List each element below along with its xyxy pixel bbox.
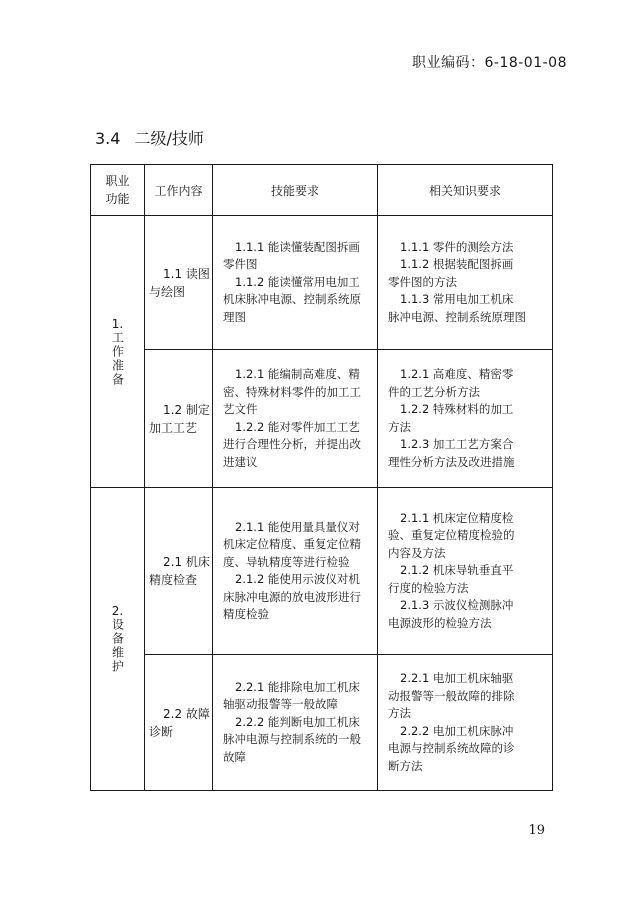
work-content-line: 1.2 制定	[163, 402, 210, 417]
knowledge-line: 零件图的方法	[388, 274, 457, 289]
skill-item	[223, 366, 371, 419]
knowledge-cell	[378, 350, 553, 488]
knowledge-item	[388, 723, 546, 776]
knowledge-cell	[378, 655, 553, 791]
knowledge-line: 2.2.2 电加工机床脉冲	[400, 723, 514, 738]
work-content-cell	[145, 655, 213, 791]
header-content: 工作内容	[145, 165, 213, 216]
knowledge-line: 方法	[388, 419, 411, 434]
work-content-cell	[145, 350, 213, 488]
skill-item	[223, 571, 371, 624]
skill-line: 进行合理性分析，并提出改	[223, 437, 361, 451]
section-title: 二级/技师	[134, 129, 204, 148]
skill-item	[223, 519, 371, 572]
section-heading	[95, 126, 204, 149]
knowledge-line: 1.1.2 根据装配图拆画	[400, 257, 514, 272]
work-content-line: 2.2 故障	[163, 706, 210, 721]
skill-line: 理图	[223, 309, 246, 324]
work-content-cell	[145, 216, 213, 350]
skill-line: 2.1.1 能使用量具量仪对	[235, 519, 360, 534]
knowledge-item	[388, 256, 546, 291]
knowledge-item	[388, 510, 546, 563]
skill-line: 2.1.2 能使用示波仪对机	[235, 572, 360, 586]
header-function-line: 职业	[105, 174, 130, 188]
skill-line: 精度检验	[223, 607, 269, 621]
page-number: 19	[528, 823, 545, 838]
function-number: 1.	[111, 316, 124, 331]
knowledge-line: 1.2.3 加工工艺方案合	[400, 437, 514, 451]
knowledge-line: 方法	[388, 706, 411, 720]
knowledge-line: 2.1.2 机床导轨垂直平	[400, 563, 514, 578]
function-name: 工作准备	[110, 330, 125, 387]
occupation-code: 职业编码：6-18-01-08	[411, 55, 567, 71]
knowledge-line: 2.2.1 电加工机床轴驱	[400, 671, 514, 685]
skills-cell	[213, 350, 378, 488]
table-row	[91, 350, 553, 488]
knowledge-line: 内容及方法	[388, 545, 446, 560]
table-row	[91, 216, 553, 350]
knowledge-line: 理性分析方法及改进措施	[388, 454, 515, 469]
header-function-line: 功能	[105, 192, 130, 206]
knowledge-item	[388, 597, 546, 632]
table-header-row	[91, 165, 553, 216]
section-number: 3.4	[95, 129, 121, 148]
knowledge-item	[388, 562, 546, 597]
skill-line: 进建议	[223, 454, 258, 469]
knowledge-line: 电源与控制系统故障的诊	[388, 741, 515, 755]
work-content-cell	[145, 488, 213, 655]
function-cell	[91, 216, 145, 488]
knowledge-line: 电源波形的检验方法	[388, 615, 492, 630]
header-knowledge: 相关知识要求	[378, 165, 553, 216]
skills-cell	[213, 655, 378, 791]
skill-line: 1.1.1 能读懂装配图拆画	[235, 239, 360, 254]
knowledge-item	[388, 366, 546, 401]
skill-line: 2.2.2 能判断电加工机床	[235, 714, 360, 729]
table-row	[91, 488, 553, 655]
skill-line: 艺文件	[223, 402, 258, 416]
skill-item	[223, 419, 371, 472]
skill-line: 轴驱动报警等一般故障	[223, 697, 338, 712]
knowledge-line: 1.2.1 高难度、精密零	[400, 367, 514, 381]
skill-line: 1.2.1 能编制高难度、精	[235, 367, 360, 381]
knowledge-line: 断方法	[388, 758, 423, 773]
table-row	[91, 655, 553, 791]
skill-line: 度、导轨精度等进行检验	[223, 554, 350, 569]
skill-item	[223, 714, 371, 767]
knowledge-line: 行度的检验方法	[388, 580, 469, 595]
skill-line: 机床脉冲电源、控制系统原	[223, 292, 361, 307]
work-content-line: 加工工艺	[149, 420, 198, 435]
function-number: 2.	[111, 604, 124, 618]
knowledge-line: 验、重复定位精度检验的	[388, 528, 515, 543]
knowledge-line: 件的工艺分析方法	[388, 384, 480, 399]
knowledge-item	[388, 239, 546, 257]
knowledge-line: 动报警等一般故障的排除	[388, 688, 515, 703]
function-cell	[91, 488, 145, 791]
knowledge-item	[388, 401, 546, 436]
header-function	[91, 165, 145, 216]
skill-line: 2.2.1 能排除电加工机床	[235, 679, 360, 694]
skills-cell	[213, 488, 378, 655]
skill-item	[223, 274, 371, 327]
knowledge-line: 脉冲电源、控制系统原理图	[388, 309, 526, 324]
knowledge-cell	[378, 216, 553, 350]
knowledge-line: 2.1.1 机床定位精度检	[400, 510, 514, 525]
skill-line: 1.1.2 能读懂常用电加工	[235, 274, 360, 289]
work-content-line: 与绘图	[149, 284, 186, 299]
skill-line: 脉冲电源与控制系统的一般	[223, 732, 361, 747]
work-content-line: 1.1 读图	[163, 266, 210, 281]
work-content-line: 诊断	[149, 724, 174, 739]
skill-item	[223, 239, 371, 274]
work-content-line: 精度检查	[149, 573, 198, 587]
work-content-line: 2.1 机床	[163, 555, 210, 569]
knowledge-line: 1.2.2 特殊材料的加工	[400, 402, 514, 416]
skill-line: 故障	[223, 749, 246, 764]
knowledge-item	[388, 291, 546, 326]
knowledge-line: 2.1.3 示波仪检测脉冲	[400, 598, 514, 613]
skill-line: 零件图	[223, 257, 258, 272]
skills-cell	[213, 216, 378, 350]
knowledge-item	[388, 436, 546, 471]
skill-line: 1.2.2 能对零件加工工艺	[235, 419, 360, 434]
knowledge-cell	[378, 488, 553, 655]
skill-line: 密、特殊材料零件的加工工	[223, 384, 361, 399]
function-name: 设备维护	[110, 618, 125, 674]
knowledge-item	[388, 670, 546, 723]
knowledge-line: 1.1.1 零件的测绘方法	[400, 239, 514, 254]
skill-item	[223, 679, 371, 714]
knowledge-line: 1.1.3 常用电加工机床	[400, 292, 514, 307]
skills-table	[90, 164, 553, 791]
header-skills: 技能要求	[213, 165, 378, 216]
skill-line: 床脉冲电源的放电波形进行	[223, 589, 361, 604]
skill-line: 机床定位精度、重复定位精	[223, 537, 361, 551]
